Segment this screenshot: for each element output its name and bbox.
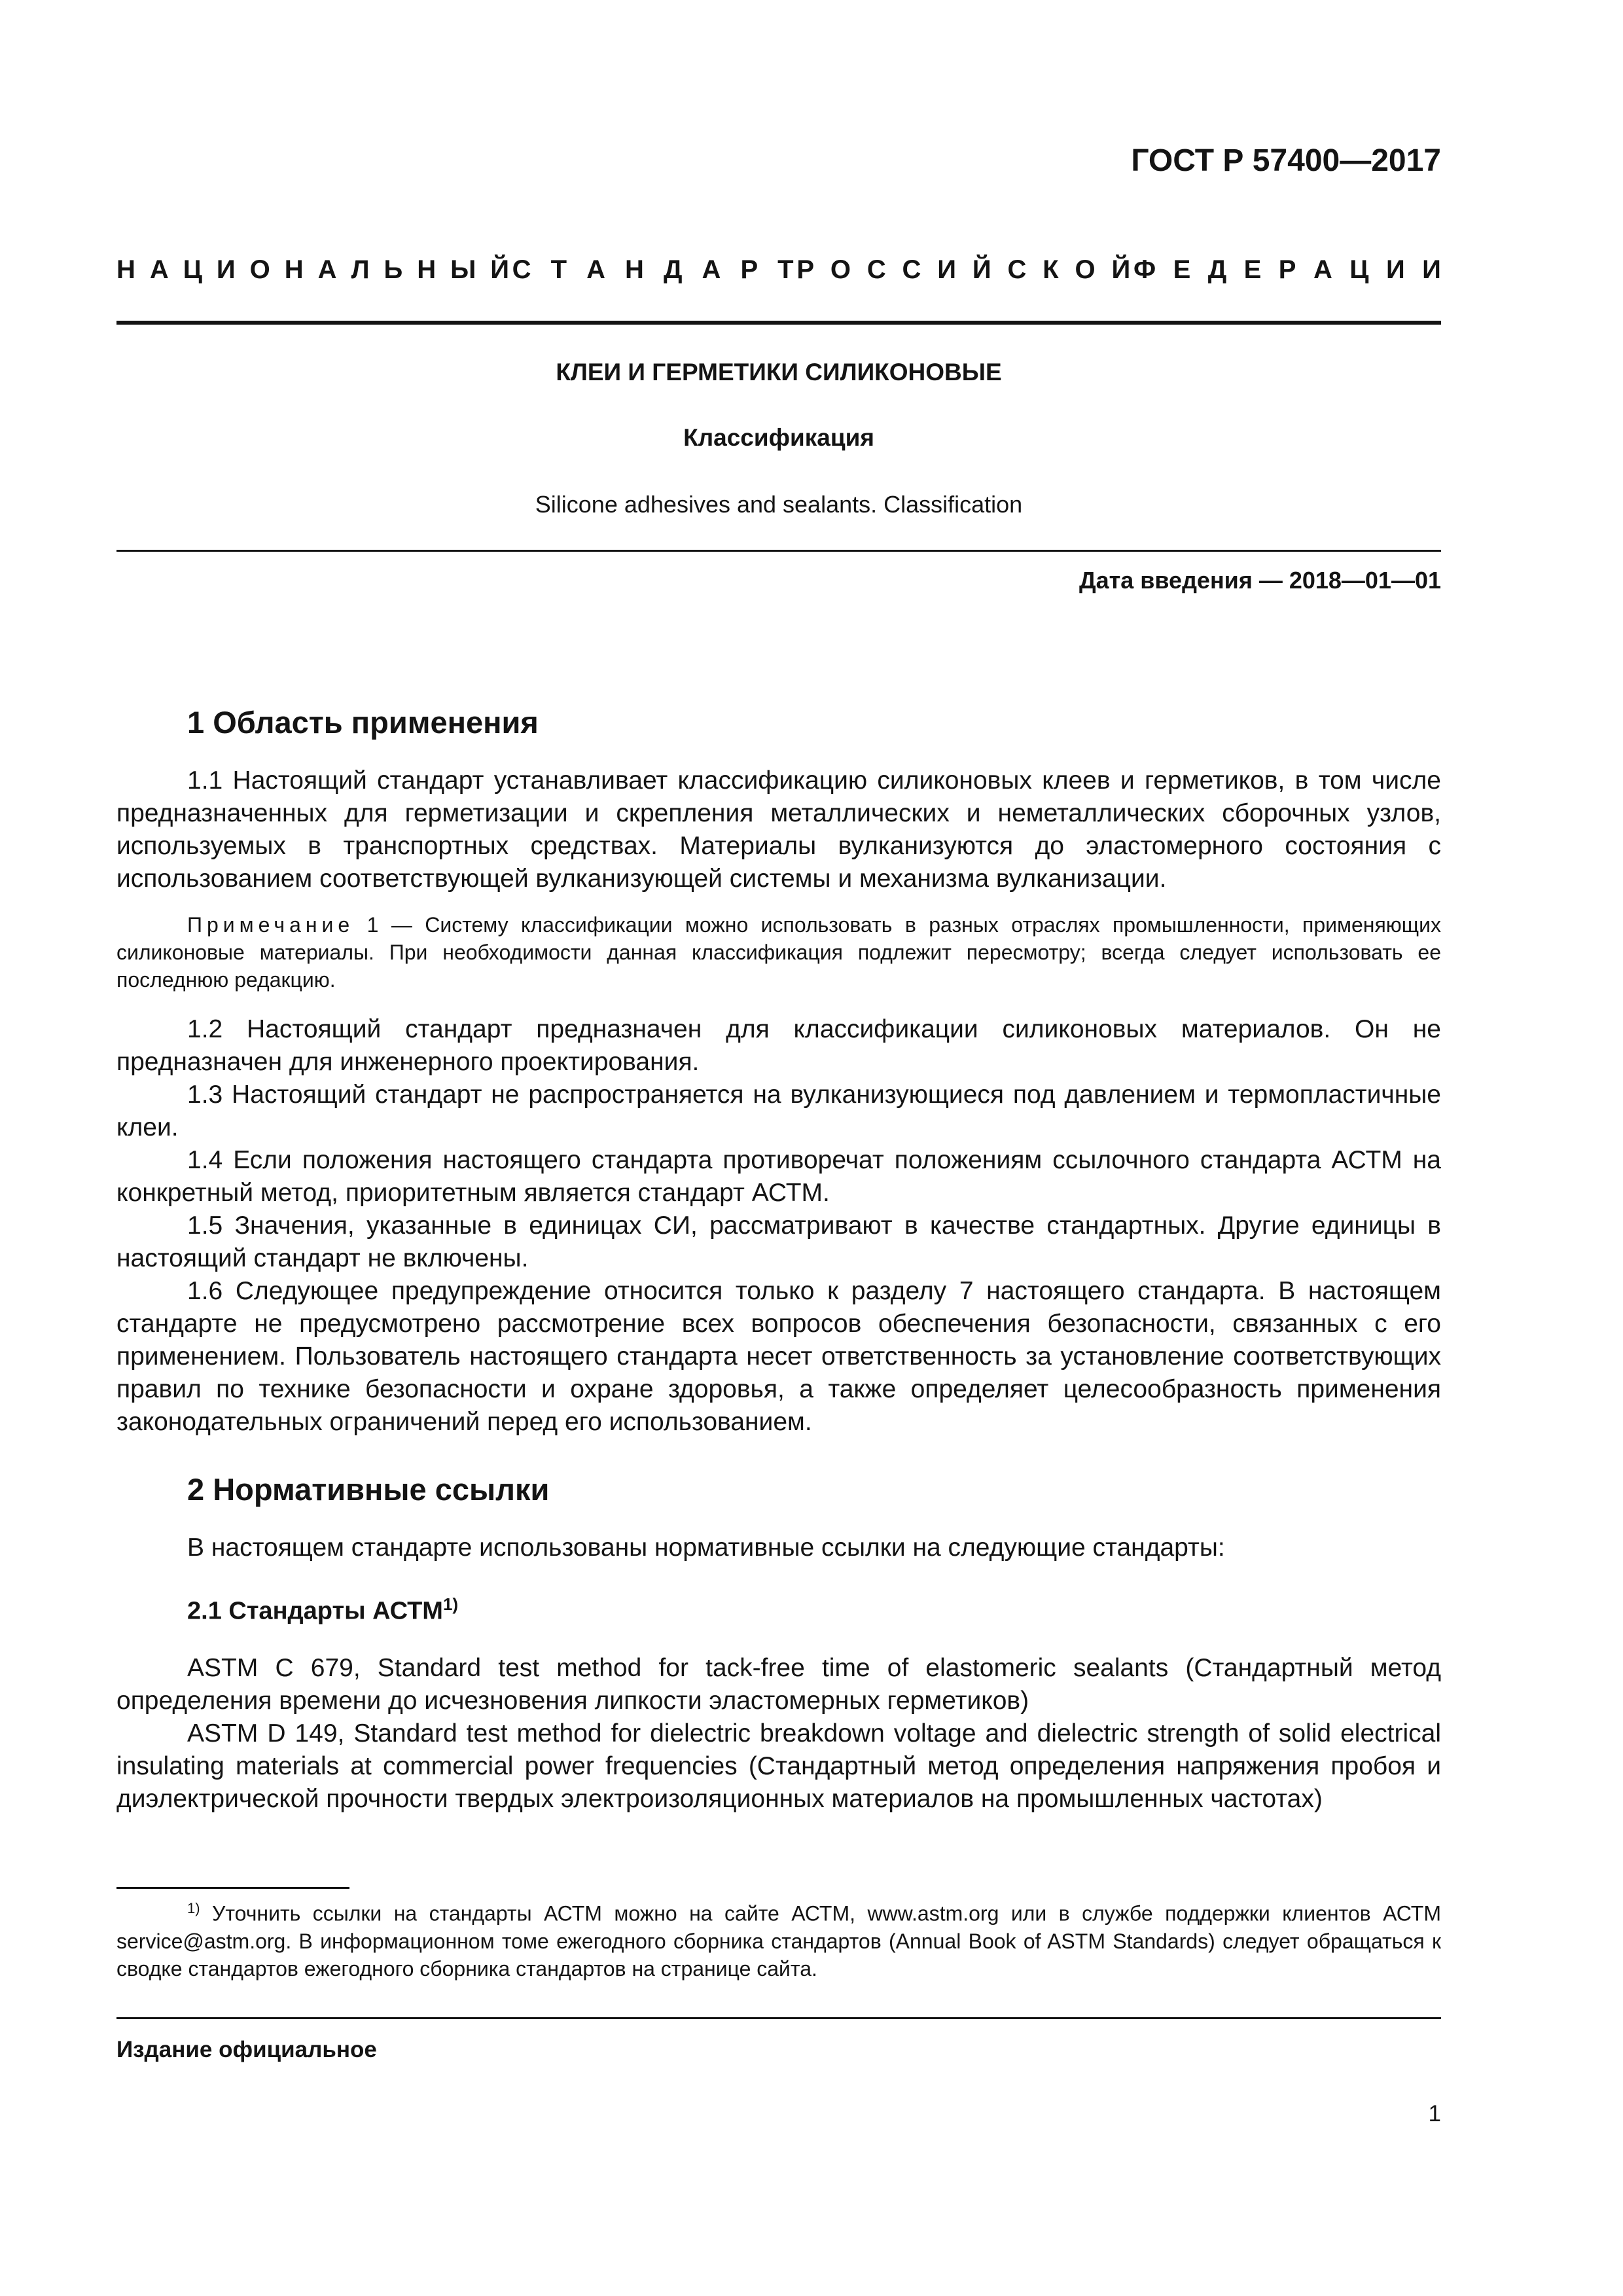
official-edition-label: Издание официальное — [116, 2037, 377, 2062]
reference-astm-c679: ASTM C 679, Standard test method for tack-free time of elastomeric sealants (Стандартный метод определения времени до исчезновения липкости эластомерных герметиков) — [116, 1654, 1441, 1715]
banner-letter: Д — [663, 255, 683, 284]
title-rule — [116, 550, 1441, 552]
banner-letter: Ь — [383, 255, 403, 284]
banner-letter: Р — [796, 255, 814, 284]
banner-letter: Т — [550, 255, 567, 284]
banner-word-3 — [796, 255, 1130, 285]
banner-letter: О — [1075, 255, 1096, 284]
section-2-intro: В настоящем стандарте использованы нормативные ссылки на следующие стандарты: — [187, 1534, 1225, 1562]
banner-letter: Ы — [450, 255, 476, 284]
footnote-mark: 1) — [442, 1594, 459, 1614]
banner-letter: Е — [1173, 255, 1191, 284]
banner-letter: А — [317, 255, 337, 284]
banner-letter: Д — [1207, 255, 1227, 284]
banner-letter: А — [586, 255, 605, 284]
banner-letter: Й — [1111, 255, 1131, 284]
banner-word-1 — [116, 255, 509, 285]
banner-word-2 — [512, 255, 794, 285]
banner-word-4 — [1133, 255, 1441, 285]
banner-letter: Ф — [1133, 255, 1156, 284]
document-subtitle: Классификация — [683, 424, 874, 451]
paragraph-1-1: 1.1 Настоящий стандарт устанавливает классификацию силиконовых клеев и герметиков, в том числе предназначенных для герметизации и скрепления металлических и неметаллических сборочных узлов, используемых в транспортных средствах. Материалы вулканизуются до эластомерного состояния с использованием соответствующей вулканизующей системы и механизма вулканизации. — [116, 766, 1441, 893]
banner-letter: И — [1422, 255, 1441, 284]
banner-letter: Р — [740, 255, 758, 284]
banner-letter: С — [512, 255, 531, 284]
banner-letter: Й — [490, 255, 509, 284]
banner-letter: И — [216, 255, 236, 284]
paragraph-1-6: 1.6 Следующее предупреждение относится только к разделу 7 настоящего стандарта. В настоящем стандарте не предусмотрено рассмотрение всех вопросов обеспечения безопасности, связанных с его применением. Пользователь настоящего стандарта несет ответственность за установление соответствующих правил по технике безопасности и охране здоровья, а также определяет целесообразность применения законодательных ограничений перед его использованием. — [116, 1277, 1441, 1436]
banner-letter: А — [1313, 255, 1332, 284]
banner-letter: С — [902, 255, 921, 284]
document-title-english: Silicone adhesives and sealants. Classification — [535, 491, 1023, 518]
paragraph-1-3: 1.3 Настоящий стандарт не распространяется на вулканизующиеся под давлением и термопластичные клеи. — [116, 1081, 1441, 1141]
banner-letter: Й — [972, 255, 991, 284]
banner-letter: К — [1043, 255, 1059, 284]
subsection-2-1-title: 2.1 Стандарты АСТМ — [187, 1597, 443, 1625]
banner-letter: Л — [351, 255, 370, 284]
banner-letter: Н — [625, 255, 644, 284]
paragraph-1-4: 1.4 Если положения настоящего стандарта противоречат положениям ссылочного стандарта АСТМ на конкретный метод, приоритетным является стандарт АСТМ. — [116, 1146, 1441, 1207]
subsection-2-1-heading — [187, 1594, 458, 1626]
footnote-rule — [116, 1887, 349, 1889]
footnote — [116, 1895, 1441, 1982]
document-code: ГОСТ Р 57400—2017 — [1131, 143, 1441, 178]
section-2-heading: 2 Нормативные ссылки — [187, 1472, 550, 1507]
reference-astm-d149: ASTM D 149, Standard test method for dielectric breakdown voltage and dielectric strength of solid electrical insulating materials at commercial power frequencies (Стандартный метод определения напряжения пробоя и диэлектрической прочности твердых электроизоляционных материалов на промышленных частотах) — [116, 1719, 1441, 1813]
banner-letter: Т — [777, 255, 794, 284]
banner-letter: А — [149, 255, 169, 284]
note-1 — [116, 911, 1441, 994]
footnote-number: 1) — [187, 1900, 200, 1916]
banner-letter: Н — [284, 255, 304, 284]
banner-letter: Е — [1243, 255, 1262, 284]
section-1-heading: 1 Область применения — [187, 705, 539, 740]
banner-letter: Ц — [1349, 255, 1369, 284]
banner-letter: С — [866, 255, 886, 284]
banner-letter: И — [937, 255, 957, 284]
banner-letter: О — [249, 255, 270, 284]
page-number: 1 — [1428, 2101, 1441, 2126]
introduction-date: Дата введения — 2018—01—01 — [1079, 567, 1441, 594]
banner-letter: И — [1385, 255, 1405, 284]
note-label: Примечание — [187, 913, 355, 937]
paragraph-1-5: 1.5 Значения, указанные в единицах СИ, рассматривают в качестве стандартных. Другие единицы в настоящий стандарт не включены. — [116, 1211, 1441, 1272]
banner-letter: Ц — [183, 255, 202, 284]
document-title: КЛЕИ И ГЕРМЕТИКИ СИЛИКОНОВЫЕ — [556, 359, 1002, 386]
banner-letter: Н — [116, 255, 135, 284]
national-standard-banner — [116, 255, 1441, 285]
banner-letter: А — [702, 255, 721, 284]
footer-rule — [116, 2017, 1441, 2019]
paragraph-1-2: 1.2 Настоящий стандарт предназначен для классификации силиконовых материалов. Он не предназначен для инженерного проектирования. — [116, 1015, 1441, 1076]
footnote-text: Уточнить ссылки на стандарты АСТМ можно на сайте АСТМ, www.astm.org или в службе поддержки клиентов АСТМ service@astm.org. В информационном томе ежегодного сборника стандартов (Annual Book of ASTM Standards) следует обращаться к сводке стандартов ежегодного сборника стандартов на странице сайта. — [116, 1901, 1441, 1981]
banner-letter: С — [1007, 255, 1027, 284]
banner-letter: Н — [417, 255, 437, 284]
header-rule — [116, 321, 1441, 325]
banner-letter: О — [830, 255, 851, 284]
note-text: 1 — Систему классификации можно использовать в разных отраслях промышленности, применяющих силиконовые материалы. При необходимости данная классификация подлежит пересмотру; всегда следует использовать ее последнюю редакцию. — [116, 913, 1441, 992]
banner-letter: Р — [1278, 255, 1296, 284]
